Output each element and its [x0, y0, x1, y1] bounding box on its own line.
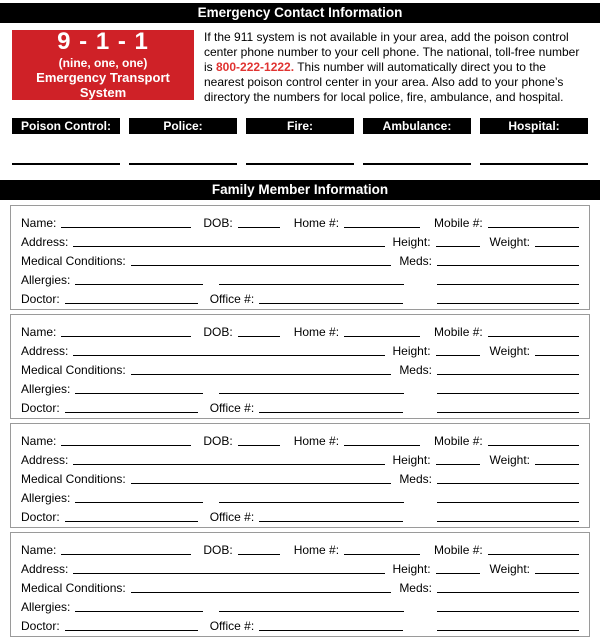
home-phone-fill-line: [344, 336, 420, 337]
home-phone-label: Home #:: [293, 434, 340, 448]
allergies-label: Allergies:: [21, 382, 71, 396]
height-label: Height:: [392, 344, 431, 358]
medical-conditions-fill-line: [131, 374, 392, 375]
name-label: Name:: [21, 543, 57, 557]
mobile-phone-label: Mobile #:: [434, 325, 483, 339]
office-phone-label: Office #:: [209, 401, 255, 415]
weight-fill-line: [535, 355, 579, 356]
intro-text-before: If the 911 system is not available in your area, add the poison control center phone number to your cell phone. The national, toll-free number is: [204, 30, 580, 74]
height-fill-line: [436, 246, 480, 247]
dob-label: DOB:: [203, 216, 233, 230]
member-row-name: [21, 211, 579, 230]
contact-fill-line: [480, 163, 588, 165]
mobile-phone-fill-line: [488, 227, 579, 228]
medical-conditions-fill-line: [131, 592, 392, 593]
member-row-medical: [21, 358, 579, 377]
height-label: Height:: [392, 453, 431, 467]
nine-one-one-number: 9 - 1 - 1: [57, 28, 149, 55]
address-label: Address:: [21, 562, 69, 576]
emergency-contact-label-row: [12, 118, 588, 134]
height-label: Height:: [392, 235, 431, 249]
address-fill-line: [73, 573, 384, 574]
meds-continuation-line: [437, 521, 579, 522]
nine-one-one-caption: Emergency Transport System: [36, 70, 170, 100]
member-row-address: [21, 230, 579, 249]
allergies-continuation-line: [219, 611, 404, 612]
weight-fill-line: [535, 573, 579, 574]
office-phone-label: Office #:: [209, 292, 255, 306]
nine-one-one-subtitle: (nine, one, one): [58, 56, 148, 70]
home-phone-label: Home #:: [293, 543, 340, 557]
name-label: Name:: [21, 216, 57, 230]
meds-fill-line: [437, 483, 579, 484]
meds-continuation-line: [437, 630, 579, 631]
home-phone-label: Home #:: [293, 325, 340, 339]
doctor-fill-line: [65, 630, 198, 631]
doctor-label: Doctor:: [21, 510, 60, 524]
meds-continuation-line: [437, 284, 579, 285]
weight-label: Weight:: [489, 344, 530, 358]
doctor-label: Doctor:: [21, 292, 60, 306]
member-row-allergies: [21, 486, 579, 505]
allergies-label: Allergies:: [21, 600, 71, 614]
member-row-allergies: [21, 377, 579, 396]
mobile-phone-fill-line: [488, 445, 579, 446]
medical-conditions-fill-line: [131, 265, 392, 266]
meds-fill-line: [437, 374, 579, 375]
medical-conditions-label: Medical Conditions:: [21, 472, 126, 486]
allergies-fill-line: [75, 611, 203, 612]
intro-text-after: This number will automatically direct you to the nearest poison control center in your area. Also add to your phone’s directory the numbers for local police, fire, ambulance, and hospital.: [204, 60, 564, 104]
office-phone-fill-line: [259, 303, 403, 304]
contact-fill-line: [246, 163, 354, 165]
address-label: Address:: [21, 344, 69, 358]
office-phone-label: Office #:: [209, 510, 255, 524]
doctor-label: Doctor:: [21, 401, 60, 415]
office-phone-fill-line: [259, 521, 403, 522]
meds-fill-line: [437, 265, 579, 266]
doctor-label: Doctor:: [21, 619, 60, 633]
member-row-name: [21, 320, 579, 339]
home-phone-label: Home #:: [293, 216, 340, 230]
meds-continuation-line: [437, 502, 579, 503]
height-label: Height:: [392, 562, 431, 576]
member-row-name: [21, 429, 579, 448]
contact-fill-line: [129, 163, 237, 165]
member-row-doctor: [21, 505, 579, 524]
meds-label: Meds:: [399, 472, 432, 486]
meds-continuation-line: [437, 412, 579, 413]
member-row-allergies: [21, 268, 579, 287]
member-row-address: [21, 339, 579, 358]
meds-label: Meds:: [399, 363, 432, 377]
meds-fill-line: [437, 592, 579, 593]
meds-label: Meds:: [399, 254, 432, 268]
weight-label: Weight:: [489, 453, 530, 467]
height-fill-line: [436, 464, 480, 465]
member-row-doctor: [21, 396, 579, 415]
home-phone-fill-line: [344, 227, 420, 228]
name-label: Name:: [21, 325, 57, 339]
member-row-medical: [21, 467, 579, 486]
emergency-contact-line-row: [12, 163, 588, 165]
name-fill-line: [61, 227, 191, 228]
family-section-title: Family Member Information: [211, 182, 389, 197]
member-row-doctor: [21, 614, 579, 633]
doctor-fill-line: [65, 521, 198, 522]
allergies-label: Allergies:: [21, 491, 71, 505]
contact-label-bar: Fire:: [246, 118, 354, 134]
info-section: [0, 23, 600, 109]
office-phone-fill-line: [259, 630, 403, 631]
meds-continuation-line: [437, 611, 579, 612]
member-row-medical: [21, 576, 579, 595]
dob-label: DOB:: [203, 434, 233, 448]
emergency-section-bar: [0, 3, 600, 23]
contact-label-bar: Police:: [129, 118, 237, 134]
medical-conditions-label: Medical Conditions:: [21, 254, 126, 268]
member-row-allergies: [21, 595, 579, 614]
meds-label: Meds:: [399, 581, 432, 595]
name-fill-line: [61, 336, 191, 337]
dob-fill-line: [238, 445, 280, 446]
weight-fill-line: [535, 464, 579, 465]
member-block: [10, 205, 590, 310]
allergies-fill-line: [75, 393, 203, 394]
allergies-continuation-line: [219, 502, 404, 503]
member-block: [10, 423, 590, 528]
address-label: Address:: [21, 235, 69, 249]
mobile-phone-label: Mobile #:: [434, 434, 483, 448]
member-row-address: [21, 448, 579, 467]
member-block: [10, 532, 590, 637]
poison-control-phone-number: 800-222-1222.: [216, 60, 295, 74]
member-row-medical: [21, 249, 579, 268]
height-fill-line: [436, 573, 480, 574]
member-row-name: [21, 538, 579, 557]
mobile-phone-label: Mobile #:: [434, 216, 483, 230]
name-fill-line: [61, 554, 191, 555]
member-row-doctor: [21, 287, 579, 306]
contact-label-bar: Ambulance:: [363, 118, 471, 134]
dob-fill-line: [238, 227, 280, 228]
contact-label-bar: Poison Control:: [12, 118, 120, 134]
meds-continuation-line: [437, 393, 579, 394]
family-section-bar: [0, 180, 600, 200]
weight-label: Weight:: [489, 235, 530, 249]
nine-one-one-box: [12, 30, 194, 100]
doctor-fill-line: [65, 412, 198, 413]
allergies-fill-line: [75, 502, 203, 503]
contact-label-bar: Hospital:: [480, 118, 588, 134]
page: [0, 3, 600, 637]
dob-label: DOB:: [203, 543, 233, 557]
medical-conditions-label: Medical Conditions:: [21, 363, 126, 377]
allergies-continuation-line: [219, 284, 404, 285]
home-phone-fill-line: [344, 445, 420, 446]
member-row-address: [21, 557, 579, 576]
family-members-list: [10, 205, 590, 637]
office-phone-label: Office #:: [209, 619, 255, 633]
mobile-phone-fill-line: [488, 336, 579, 337]
medical-conditions-label: Medical Conditions:: [21, 581, 126, 595]
name-label: Name:: [21, 434, 57, 448]
dob-fill-line: [238, 554, 280, 555]
contact-fill-line: [363, 163, 471, 165]
office-phone-fill-line: [259, 412, 403, 413]
weight-label: Weight:: [489, 562, 530, 576]
contact-fill-line: [12, 163, 120, 165]
mobile-phone-label: Mobile #:: [434, 543, 483, 557]
address-fill-line: [73, 246, 384, 247]
allergies-label: Allergies:: [21, 273, 71, 287]
home-phone-fill-line: [344, 554, 420, 555]
address-fill-line: [73, 464, 384, 465]
intro-paragraph: [204, 30, 588, 105]
member-block: [10, 314, 590, 419]
allergies-continuation-line: [219, 393, 404, 394]
emergency-section-title: Emergency Contact Information: [197, 5, 403, 20]
address-label: Address:: [21, 453, 69, 467]
address-fill-line: [73, 355, 384, 356]
weight-fill-line: [535, 246, 579, 247]
mobile-phone-fill-line: [488, 554, 579, 555]
medical-conditions-fill-line: [131, 483, 392, 484]
allergies-fill-line: [75, 284, 203, 285]
dob-fill-line: [238, 336, 280, 337]
doctor-fill-line: [65, 303, 198, 304]
meds-continuation-line: [437, 303, 579, 304]
height-fill-line: [436, 355, 480, 356]
dob-label: DOB:: [203, 325, 233, 339]
name-fill-line: [61, 445, 191, 446]
